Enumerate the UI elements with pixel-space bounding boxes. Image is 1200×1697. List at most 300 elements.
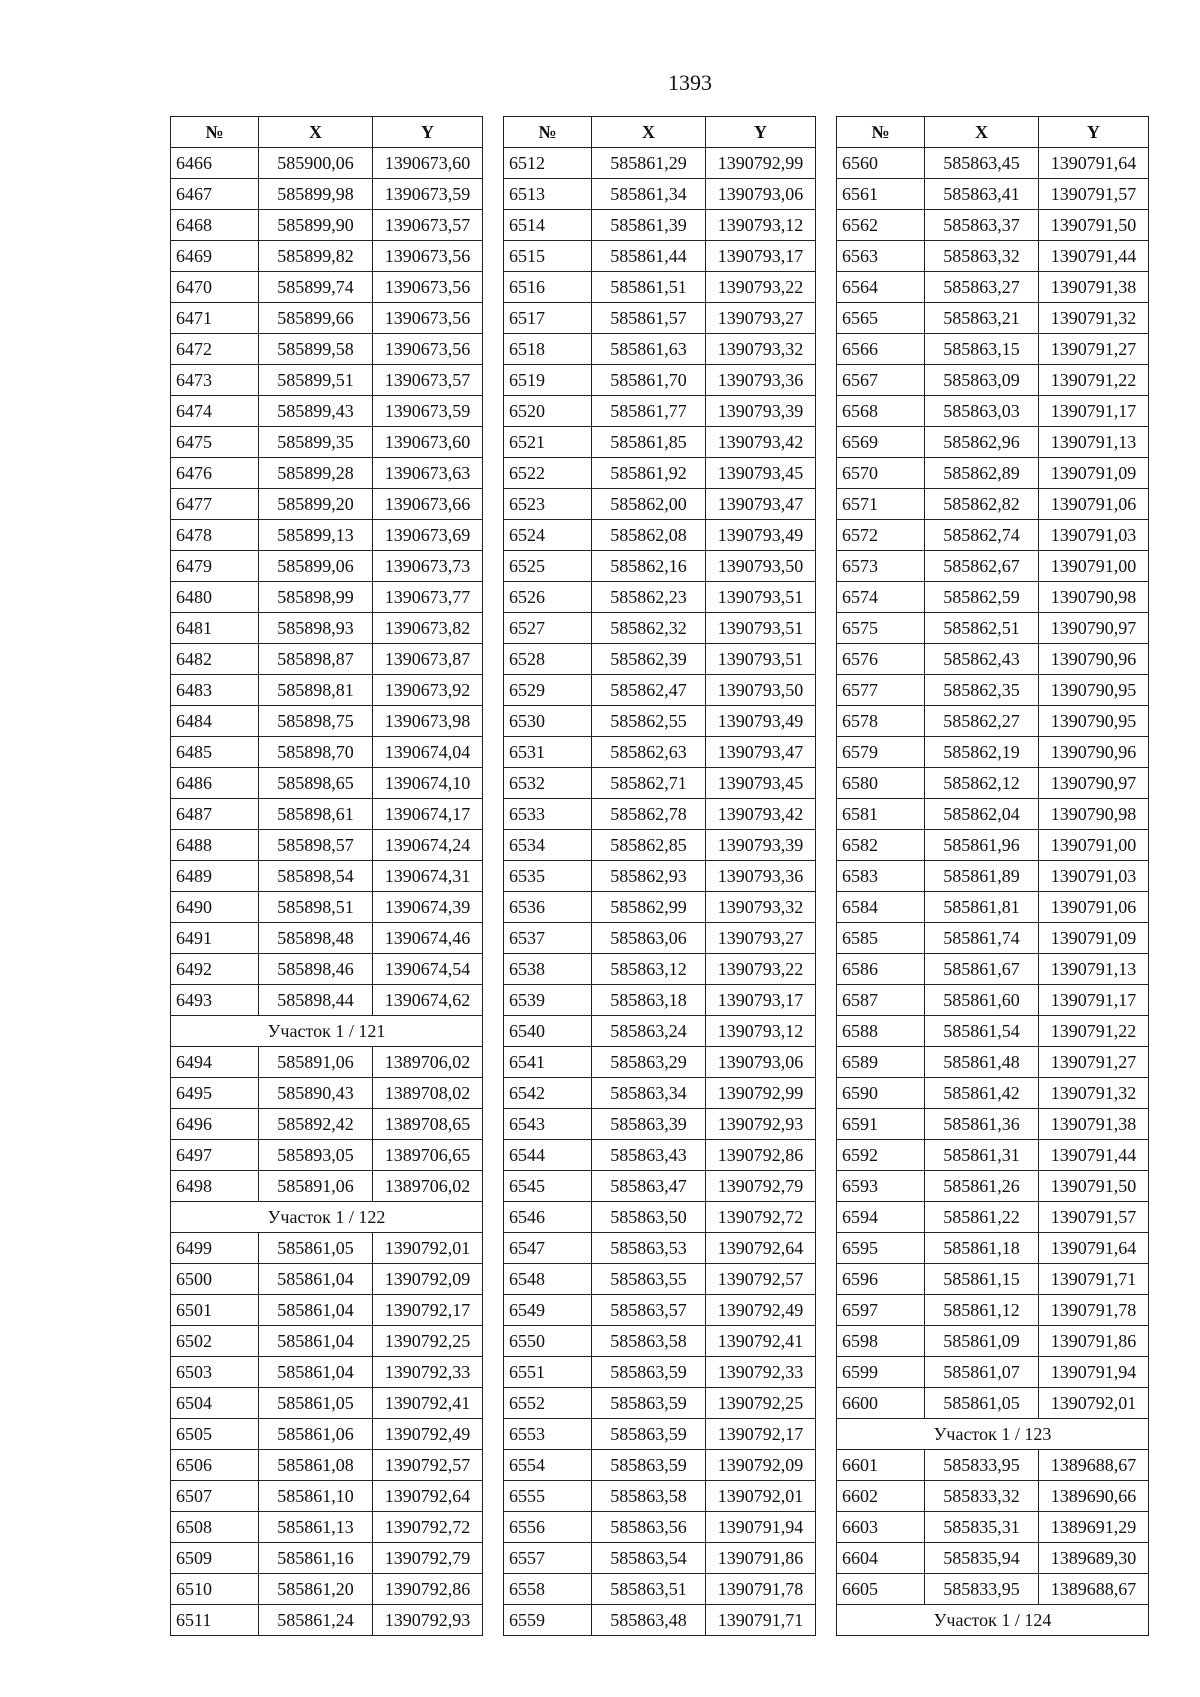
point-number: 6477 — [171, 489, 259, 520]
y-coordinate: 1390673,92 — [373, 675, 483, 706]
table-row — [171, 334, 483, 365]
y-coordinate: 1390673,59 — [373, 396, 483, 427]
point-number: 6488 — [171, 830, 259, 861]
point-number: 6526 — [504, 582, 592, 613]
point-number: 6547 — [504, 1233, 592, 1264]
point-number: 6508 — [171, 1512, 259, 1543]
point-number: 6498 — [171, 1171, 259, 1202]
x-coordinate: 585899,51 — [259, 365, 373, 396]
point-number: 6489 — [171, 861, 259, 892]
x-coordinate: 585835,94 — [925, 1543, 1039, 1574]
y-coordinate: 1390791,00 — [1039, 830, 1149, 861]
table-row — [837, 1388, 1149, 1419]
x-coordinate: 585862,47 — [592, 675, 706, 706]
y-coordinate: 1390791,32 — [1039, 303, 1149, 334]
y-coordinate: 1390791,38 — [1039, 272, 1149, 303]
table-row — [837, 985, 1149, 1016]
y-coordinate: 1390793,22 — [706, 272, 816, 303]
point-number: 6537 — [504, 923, 592, 954]
table-row — [504, 551, 816, 582]
x-coordinate: 585862,85 — [592, 830, 706, 861]
y-coordinate: 1390793,36 — [706, 365, 816, 396]
point-number: 6580 — [837, 768, 925, 799]
y-coordinate: 1390792,01 — [373, 1233, 483, 1264]
table-row — [504, 737, 816, 768]
y-coordinate: 1390791,17 — [1039, 985, 1149, 1016]
x-coordinate: 585861,70 — [592, 365, 706, 396]
table-row — [504, 1233, 816, 1264]
point-number: 6538 — [504, 954, 592, 985]
x-coordinate: 585861,44 — [592, 241, 706, 272]
y-coordinate: 1390673,82 — [373, 613, 483, 644]
table-row — [504, 272, 816, 303]
x-coordinate: 585863,21 — [925, 303, 1039, 334]
x-coordinate: 585863,48 — [592, 1605, 706, 1636]
point-number: 6503 — [171, 1357, 259, 1388]
point-number: 6605 — [837, 1574, 925, 1605]
y-coordinate: 1390673,87 — [373, 644, 483, 675]
y-coordinate: 1390792,64 — [373, 1481, 483, 1512]
point-number: 6473 — [171, 365, 259, 396]
x-coordinate: 585863,59 — [592, 1388, 706, 1419]
x-coordinate: 585863,15 — [925, 334, 1039, 365]
table-row — [837, 148, 1149, 179]
point-number: 6550 — [504, 1326, 592, 1357]
table-row — [504, 396, 816, 427]
table-row — [504, 1109, 816, 1140]
x-coordinate: 585861,42 — [925, 1078, 1039, 1109]
y-coordinate: 1390791,44 — [1039, 241, 1149, 272]
table-row — [837, 954, 1149, 985]
section-label: Участок 1 / 122 — [171, 1202, 483, 1233]
point-number: 6581 — [837, 799, 925, 830]
y-coordinate: 1390791,03 — [1039, 861, 1149, 892]
table-row — [504, 830, 816, 861]
y-coordinate: 1390673,73 — [373, 551, 483, 582]
x-coordinate: 585861,18 — [925, 1233, 1039, 1264]
x-coordinate: 585861,15 — [925, 1264, 1039, 1295]
y-coordinate: 1390791,09 — [1039, 458, 1149, 489]
y-coordinate: 1390792,49 — [373, 1419, 483, 1450]
table-row — [837, 1047, 1149, 1078]
point-number: 6543 — [504, 1109, 592, 1140]
x-coordinate: 585861,04 — [259, 1326, 373, 1357]
y-coordinate: 1390791,22 — [1039, 1016, 1149, 1047]
point-number: 6576 — [837, 644, 925, 675]
x-coordinate: 585891,06 — [259, 1047, 373, 1078]
table-row — [837, 272, 1149, 303]
x-coordinate: 585863,50 — [592, 1202, 706, 1233]
point-number: 6602 — [837, 1481, 925, 1512]
y-coordinate: 1390793,12 — [706, 1016, 816, 1047]
table-row — [171, 985, 483, 1016]
point-number: 6599 — [837, 1357, 925, 1388]
x-coordinate: 585835,31 — [925, 1512, 1039, 1543]
point-number: 6470 — [171, 272, 259, 303]
point-number: 6564 — [837, 272, 925, 303]
x-coordinate: 585833,95 — [925, 1574, 1039, 1605]
y-coordinate: 1390793,27 — [706, 923, 816, 954]
table-row — [837, 551, 1149, 582]
point-number: 6494 — [171, 1047, 259, 1078]
point-number: 6500 — [171, 1264, 259, 1295]
x-coordinate: 585862,93 — [592, 861, 706, 892]
table-row — [504, 1326, 816, 1357]
x-coordinate: 585898,46 — [259, 954, 373, 985]
x-coordinate: 585898,93 — [259, 613, 373, 644]
point-number: 6475 — [171, 427, 259, 458]
table-row — [837, 1543, 1149, 1574]
y-coordinate: 1390793,47 — [706, 737, 816, 768]
x-coordinate: 585863,03 — [925, 396, 1039, 427]
point-number: 6524 — [504, 520, 592, 551]
table-row — [171, 1388, 483, 1419]
point-number: 6549 — [504, 1295, 592, 1326]
table-row — [171, 458, 483, 489]
table-row — [837, 1574, 1149, 1605]
x-coordinate: 585899,74 — [259, 272, 373, 303]
y-coordinate: 1390793,06 — [706, 179, 816, 210]
x-coordinate: 585863,37 — [925, 210, 1039, 241]
point-number: 6497 — [171, 1140, 259, 1171]
y-coordinate: 1390792,93 — [706, 1109, 816, 1140]
point-number: 6572 — [837, 520, 925, 551]
table-row — [504, 892, 816, 923]
y-coordinate: 1390790,95 — [1039, 675, 1149, 706]
x-coordinate: 585863,45 — [925, 148, 1039, 179]
y-coordinate: 1390791,71 — [706, 1605, 816, 1636]
x-coordinate: 585863,56 — [592, 1512, 706, 1543]
x-coordinate: 585861,89 — [925, 861, 1039, 892]
x-coordinate: 585890,43 — [259, 1078, 373, 1109]
table-row — [171, 706, 483, 737]
y-coordinate: 1390791,00 — [1039, 551, 1149, 582]
header-number: № — [837, 117, 925, 148]
table-row — [504, 1264, 816, 1295]
table-row — [171, 272, 483, 303]
table-row — [504, 861, 816, 892]
table-row — [504, 241, 816, 272]
y-coordinate: 1390792,93 — [373, 1605, 483, 1636]
y-coordinate: 1390790,96 — [1039, 737, 1149, 768]
table-row — [171, 830, 483, 861]
table-row — [504, 1574, 816, 1605]
point-number: 6553 — [504, 1419, 592, 1450]
y-coordinate: 1390673,60 — [373, 148, 483, 179]
table-row — [171, 582, 483, 613]
y-coordinate: 1390790,97 — [1039, 768, 1149, 799]
x-coordinate: 585863,27 — [925, 272, 1039, 303]
point-number: 6483 — [171, 675, 259, 706]
x-coordinate: 585862,00 — [592, 489, 706, 520]
x-coordinate: 585863,59 — [592, 1357, 706, 1388]
point-number: 6596 — [837, 1264, 925, 1295]
table-row — [837, 737, 1149, 768]
y-coordinate: 1390793,42 — [706, 427, 816, 458]
section-label: Участок 1 / 123 — [837, 1419, 1149, 1450]
x-coordinate: 585898,57 — [259, 830, 373, 861]
point-number: 6567 — [837, 365, 925, 396]
coordinates-table-left — [170, 116, 483, 1636]
x-coordinate: 585863,43 — [592, 1140, 706, 1171]
x-coordinate: 585863,34 — [592, 1078, 706, 1109]
y-coordinate: 1390792,49 — [706, 1295, 816, 1326]
x-coordinate: 585893,05 — [259, 1140, 373, 1171]
table-row — [504, 148, 816, 179]
x-coordinate: 585898,99 — [259, 582, 373, 613]
x-coordinate: 585899,35 — [259, 427, 373, 458]
table-row — [504, 1388, 816, 1419]
y-coordinate: 1390792,79 — [706, 1171, 816, 1202]
point-number: 6515 — [504, 241, 592, 272]
point-number: 6521 — [504, 427, 592, 458]
table-row — [171, 799, 483, 830]
x-coordinate: 585898,81 — [259, 675, 373, 706]
table-row — [504, 303, 816, 334]
point-number: 6583 — [837, 861, 925, 892]
table-row — [504, 1512, 816, 1543]
table-row — [504, 954, 816, 985]
point-number: 6557 — [504, 1543, 592, 1574]
x-coordinate: 585862,16 — [592, 551, 706, 582]
table-row — [504, 768, 816, 799]
point-number: 6578 — [837, 706, 925, 737]
x-coordinate: 585863,24 — [592, 1016, 706, 1047]
x-coordinate: 585862,12 — [925, 768, 1039, 799]
point-number: 6585 — [837, 923, 925, 954]
point-number: 6474 — [171, 396, 259, 427]
point-number: 6517 — [504, 303, 592, 334]
x-coordinate: 585863,32 — [925, 241, 1039, 272]
x-coordinate: 585899,13 — [259, 520, 373, 551]
y-coordinate: 1390793,51 — [706, 613, 816, 644]
x-coordinate: 585891,06 — [259, 1171, 373, 1202]
point-number: 6471 — [171, 303, 259, 334]
y-coordinate: 1389688,67 — [1039, 1450, 1149, 1481]
table-row — [837, 1233, 1149, 1264]
page-number: 1393 — [668, 70, 712, 95]
point-number: 6510 — [171, 1574, 259, 1605]
y-coordinate: 1390793,17 — [706, 985, 816, 1016]
point-number: 6501 — [171, 1295, 259, 1326]
point-number: 6504 — [171, 1388, 259, 1419]
y-coordinate: 1390673,57 — [373, 365, 483, 396]
y-coordinate: 1390792,17 — [373, 1295, 483, 1326]
x-coordinate: 585863,58 — [592, 1481, 706, 1512]
point-number: 6496 — [171, 1109, 259, 1140]
table-row — [504, 427, 816, 458]
point-number: 6532 — [504, 768, 592, 799]
x-coordinate: 585863,06 — [592, 923, 706, 954]
table-row — [504, 1202, 816, 1233]
table-row — [504, 489, 816, 520]
point-number: 6514 — [504, 210, 592, 241]
point-number: 6598 — [837, 1326, 925, 1357]
table-row — [837, 303, 1149, 334]
x-coordinate: 585863,57 — [592, 1295, 706, 1326]
x-coordinate: 585861,31 — [925, 1140, 1039, 1171]
y-coordinate: 1390791,57 — [1039, 179, 1149, 210]
table-row — [171, 1326, 483, 1357]
point-number: 6561 — [837, 179, 925, 210]
y-coordinate: 1390793,17 — [706, 241, 816, 272]
table-row — [171, 210, 483, 241]
point-number: 6484 — [171, 706, 259, 737]
table-row — [837, 210, 1149, 241]
y-coordinate: 1390793,27 — [706, 303, 816, 334]
table-row — [504, 1047, 816, 1078]
x-coordinate: 585898,87 — [259, 644, 373, 675]
x-coordinate: 585862,71 — [592, 768, 706, 799]
table-row — [504, 365, 816, 396]
table-row — [837, 458, 1149, 489]
y-coordinate: 1390792,72 — [706, 1202, 816, 1233]
y-coordinate: 1390792,25 — [706, 1388, 816, 1419]
table-row — [171, 1295, 483, 1326]
y-coordinate: 1390673,77 — [373, 582, 483, 613]
point-number: 6577 — [837, 675, 925, 706]
y-coordinate: 1390791,13 — [1039, 427, 1149, 458]
table-row — [171, 1171, 483, 1202]
x-coordinate: 585863,55 — [592, 1264, 706, 1295]
table-row — [171, 892, 483, 923]
x-coordinate: 585833,32 — [925, 1481, 1039, 1512]
point-number: 6569 — [837, 427, 925, 458]
x-coordinate: 585899,06 — [259, 551, 373, 582]
table-row — [171, 241, 483, 272]
x-coordinate: 585862,08 — [592, 520, 706, 551]
y-coordinate: 1390673,57 — [373, 210, 483, 241]
point-number: 6499 — [171, 1233, 259, 1264]
y-coordinate: 1390792,17 — [706, 1419, 816, 1450]
x-coordinate: 585861,29 — [592, 148, 706, 179]
table-row — [837, 613, 1149, 644]
y-coordinate: 1390790,97 — [1039, 613, 1149, 644]
x-coordinate: 585898,61 — [259, 799, 373, 830]
table-row — [504, 799, 816, 830]
x-coordinate: 585863,29 — [592, 1047, 706, 1078]
section-row — [171, 1016, 483, 1047]
table-row — [171, 923, 483, 954]
point-number: 6478 — [171, 520, 259, 551]
x-coordinate: 585861,20 — [259, 1574, 373, 1605]
point-number: 6555 — [504, 1481, 592, 1512]
point-number: 6495 — [171, 1078, 259, 1109]
point-number: 6513 — [504, 179, 592, 210]
point-number: 6546 — [504, 1202, 592, 1233]
x-coordinate: 585861,24 — [259, 1605, 373, 1636]
table-row — [504, 1543, 816, 1574]
y-coordinate: 1390792,01 — [706, 1481, 816, 1512]
x-coordinate: 585899,98 — [259, 179, 373, 210]
table-row — [504, 1016, 816, 1047]
table-row — [837, 706, 1149, 737]
table-row — [837, 489, 1149, 520]
header-x: X — [259, 117, 373, 148]
x-coordinate: 585862,04 — [925, 799, 1039, 830]
table-row — [171, 1047, 483, 1078]
point-number: 6476 — [171, 458, 259, 489]
point-number: 6490 — [171, 892, 259, 923]
y-coordinate: 1390674,17 — [373, 799, 483, 830]
point-number: 6479 — [171, 551, 259, 582]
point-number: 6531 — [504, 737, 592, 768]
y-coordinate: 1390674,62 — [373, 985, 483, 1016]
table-row — [837, 396, 1149, 427]
table-header-row — [837, 117, 1149, 148]
point-number: 6533 — [504, 799, 592, 830]
point-number: 6600 — [837, 1388, 925, 1419]
table-row — [837, 1109, 1149, 1140]
x-coordinate: 585833,95 — [925, 1450, 1039, 1481]
table-row — [171, 954, 483, 985]
table-row — [171, 1078, 483, 1109]
x-coordinate: 585899,66 — [259, 303, 373, 334]
y-coordinate: 1390791,32 — [1039, 1078, 1149, 1109]
x-coordinate: 585863,47 — [592, 1171, 706, 1202]
point-number: 6528 — [504, 644, 592, 675]
x-coordinate: 585861,05 — [925, 1388, 1039, 1419]
y-coordinate: 1390673,98 — [373, 706, 483, 737]
point-number: 6587 — [837, 985, 925, 1016]
x-coordinate: 585898,75 — [259, 706, 373, 737]
table-row — [171, 737, 483, 768]
y-coordinate: 1389690,66 — [1039, 1481, 1149, 1512]
point-number: 6560 — [837, 148, 925, 179]
y-coordinate: 1390791,27 — [1039, 1047, 1149, 1078]
section-label: Участок 1 / 124 — [837, 1605, 1149, 1636]
table-row — [504, 1171, 816, 1202]
y-coordinate: 1390673,59 — [373, 179, 483, 210]
y-coordinate: 1390674,46 — [373, 923, 483, 954]
table-row — [504, 334, 816, 365]
x-coordinate: 585899,90 — [259, 210, 373, 241]
table-row — [837, 861, 1149, 892]
y-coordinate: 1390791,57 — [1039, 1202, 1149, 1233]
point-number: 6491 — [171, 923, 259, 954]
y-coordinate: 1390791,71 — [1039, 1264, 1149, 1295]
table-row — [171, 675, 483, 706]
point-number: 6523 — [504, 489, 592, 520]
y-coordinate: 1390791,86 — [1039, 1326, 1149, 1357]
y-coordinate: 1390791,86 — [706, 1543, 816, 1574]
y-coordinate: 1390792,64 — [706, 1233, 816, 1264]
y-coordinate: 1390673,69 — [373, 520, 483, 551]
point-number: 6469 — [171, 241, 259, 272]
point-number: 6529 — [504, 675, 592, 706]
point-number: 6519 — [504, 365, 592, 396]
x-coordinate: 585861,34 — [592, 179, 706, 210]
y-coordinate: 1390793,50 — [706, 675, 816, 706]
point-number: 6539 — [504, 985, 592, 1016]
x-coordinate: 585898,70 — [259, 737, 373, 768]
x-coordinate: 585861,08 — [259, 1450, 373, 1481]
point-number: 6485 — [171, 737, 259, 768]
table-row — [837, 1171, 1149, 1202]
point-number: 6601 — [837, 1450, 925, 1481]
y-coordinate: 1390674,04 — [373, 737, 483, 768]
point-number: 6544 — [504, 1140, 592, 1171]
x-coordinate: 585863,54 — [592, 1543, 706, 1574]
x-coordinate: 585863,39 — [592, 1109, 706, 1140]
x-coordinate: 585862,51 — [925, 613, 1039, 644]
x-coordinate: 585862,78 — [592, 799, 706, 830]
point-number: 6558 — [504, 1574, 592, 1605]
point-number: 6554 — [504, 1450, 592, 1481]
x-coordinate: 585862,67 — [925, 551, 1039, 582]
y-coordinate: 1390674,54 — [373, 954, 483, 985]
y-coordinate: 1390791,94 — [1039, 1357, 1149, 1388]
